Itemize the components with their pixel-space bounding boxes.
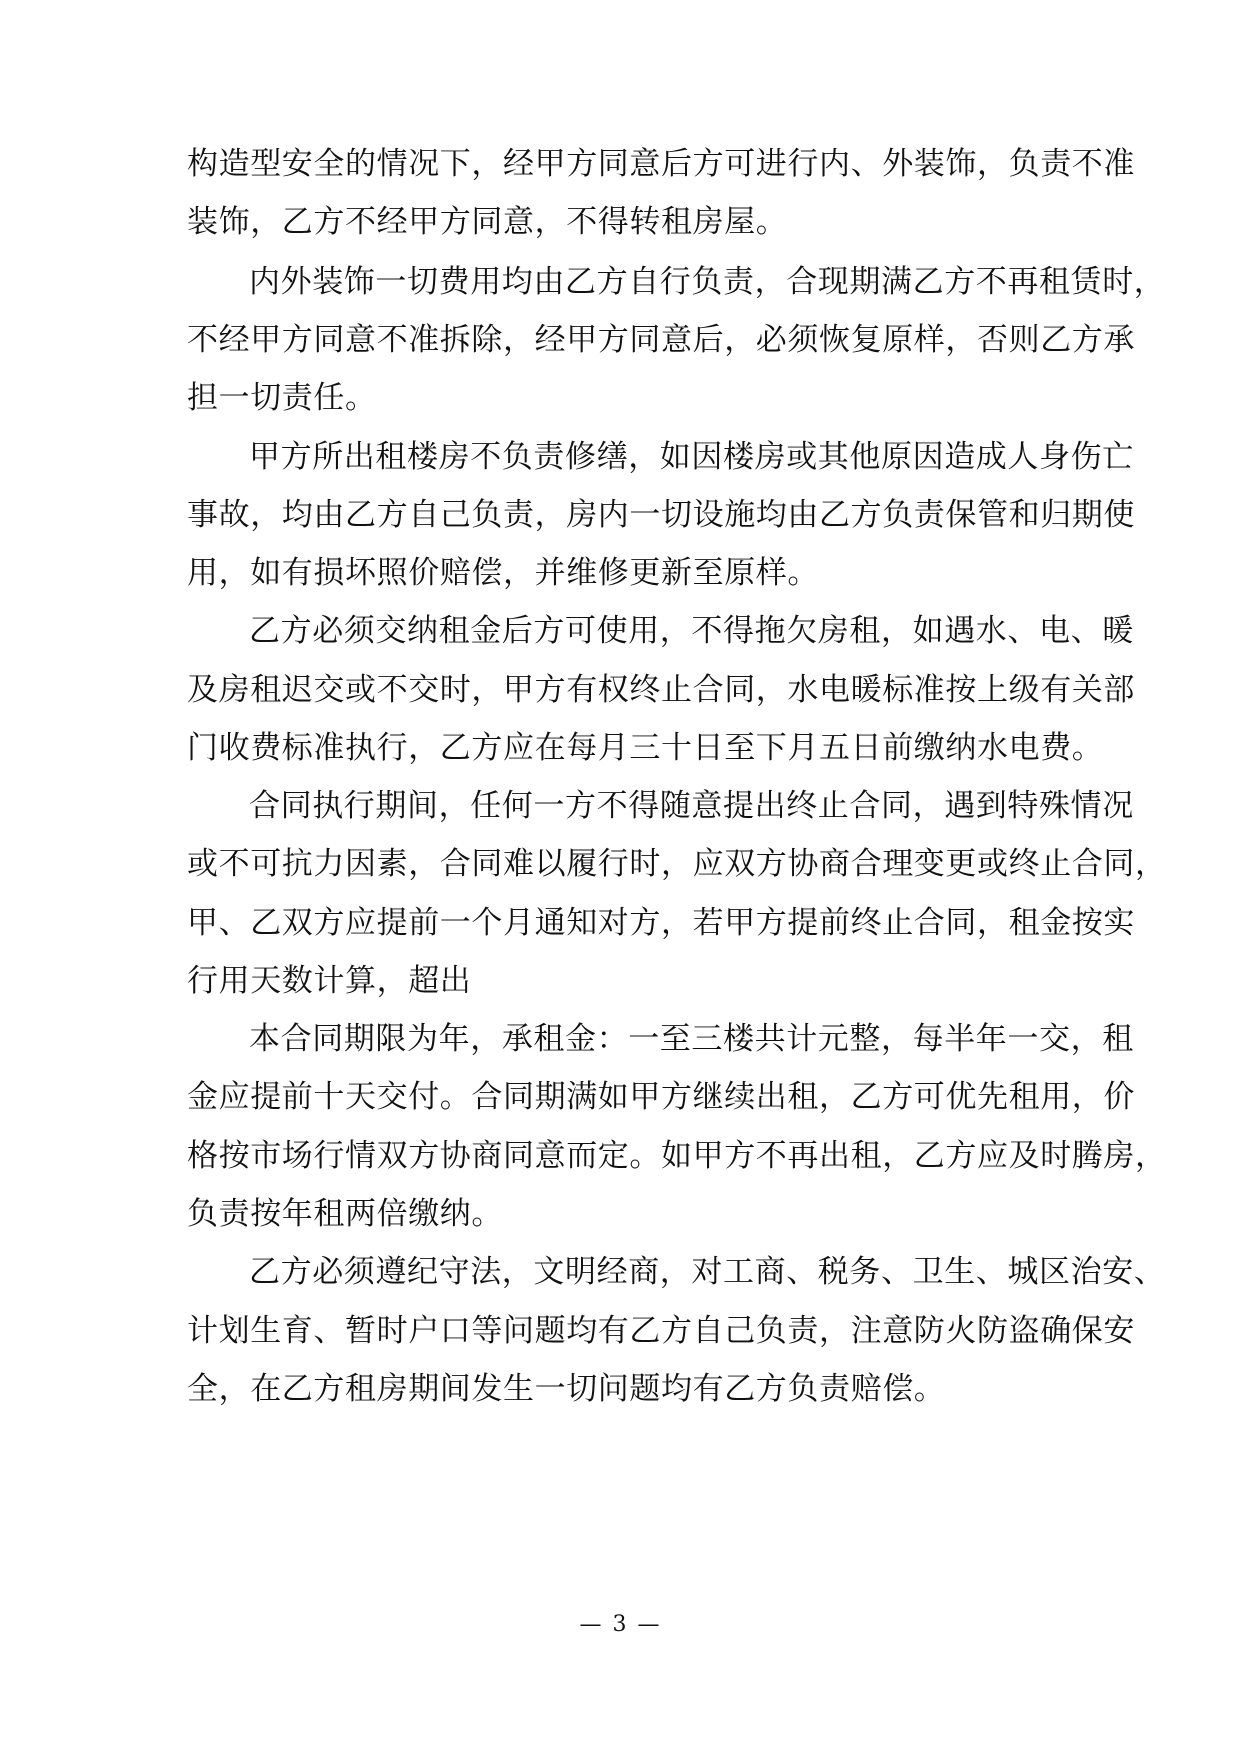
text-line: 格按市场行情双方协商同意而定。如甲方不再出租，乙方应及时腾房， [187, 1138, 1167, 1174]
paragraph-first-line: 甲方所出租楼房不负责修缮，如因楼房或其他原因造成人身伤亡 [249, 439, 1134, 475]
text-line: 负责按年租两倍缴纳。 [187, 1196, 503, 1232]
text-line: 金应提前十天交付。合同期满如甲方继续出租，乙方可优先租用，价 [187, 1079, 1135, 1115]
page-number: — 3 — [579, 1612, 662, 1637]
paragraph-first-line: 乙方必须遵纪守法，文明经商，对工商、税务、卫生、城区治安、 [249, 1254, 1166, 1290]
text-line: 不经甲方同意不准拆除，经甲方同意后，必须恢复原样，否则乙方承 [187, 322, 1135, 358]
text-line: 用，如有损坏照价赔偿，并维修更新至原样。 [187, 555, 819, 591]
text-line: 装饰，乙方不经甲方同意，不得转租房屋。 [187, 204, 788, 240]
text-line: 行用天数计算，超出 [187, 963, 472, 999]
text-line: 或不可抗力因素，合同难以履行时，应双方协商合理变更或终止合同， [187, 846, 1167, 882]
paragraph-first-line: 乙方必须交纳租金后方可使用，不得拖欠房租，如遇水、电、暖 [249, 613, 1134, 649]
paragraph-first-line: 本合同期限为年，承租金：一至三楼共计元整，每半年一交，租 [249, 1021, 1134, 1057]
text-line: 计划生育、暂时户口等问题均有乙方自己负责，注意防火防盗确保安 [187, 1313, 1135, 1349]
text-line: 门收费标准执行，乙方应在每月三十日至下月五日前缴纳水电费。 [187, 730, 1104, 766]
text-line: 事故，均由乙方自己负责，房内一切设施均由乙方负责保管和归期使 [187, 497, 1135, 533]
paragraph-first-line: 合同执行期间，任何一方不得随意提出终止合同，遇到特殊情况 [249, 788, 1134, 824]
text-line: 担一切责任。 [187, 380, 377, 416]
text-line: 构造型安全的情况下，经甲方同意后方可进行内、外装饰，负责不准 [187, 146, 1135, 182]
text-line: 及房租迟交或不交时，甲方有权终止合同，水电暖标准按上级有关部 [187, 672, 1135, 708]
paragraph-first-line: 内外装饰一切费用均由乙方自行负责，合现期满乙方不再租赁时， [249, 264, 1166, 300]
text-line: 全，在乙方租房期间发生一切问题均有乙方负责赔偿。 [187, 1371, 946, 1407]
text-line: 甲、乙双方应提前一个月通知对方，若甲方提前终止合同，租金按实 [187, 905, 1135, 941]
